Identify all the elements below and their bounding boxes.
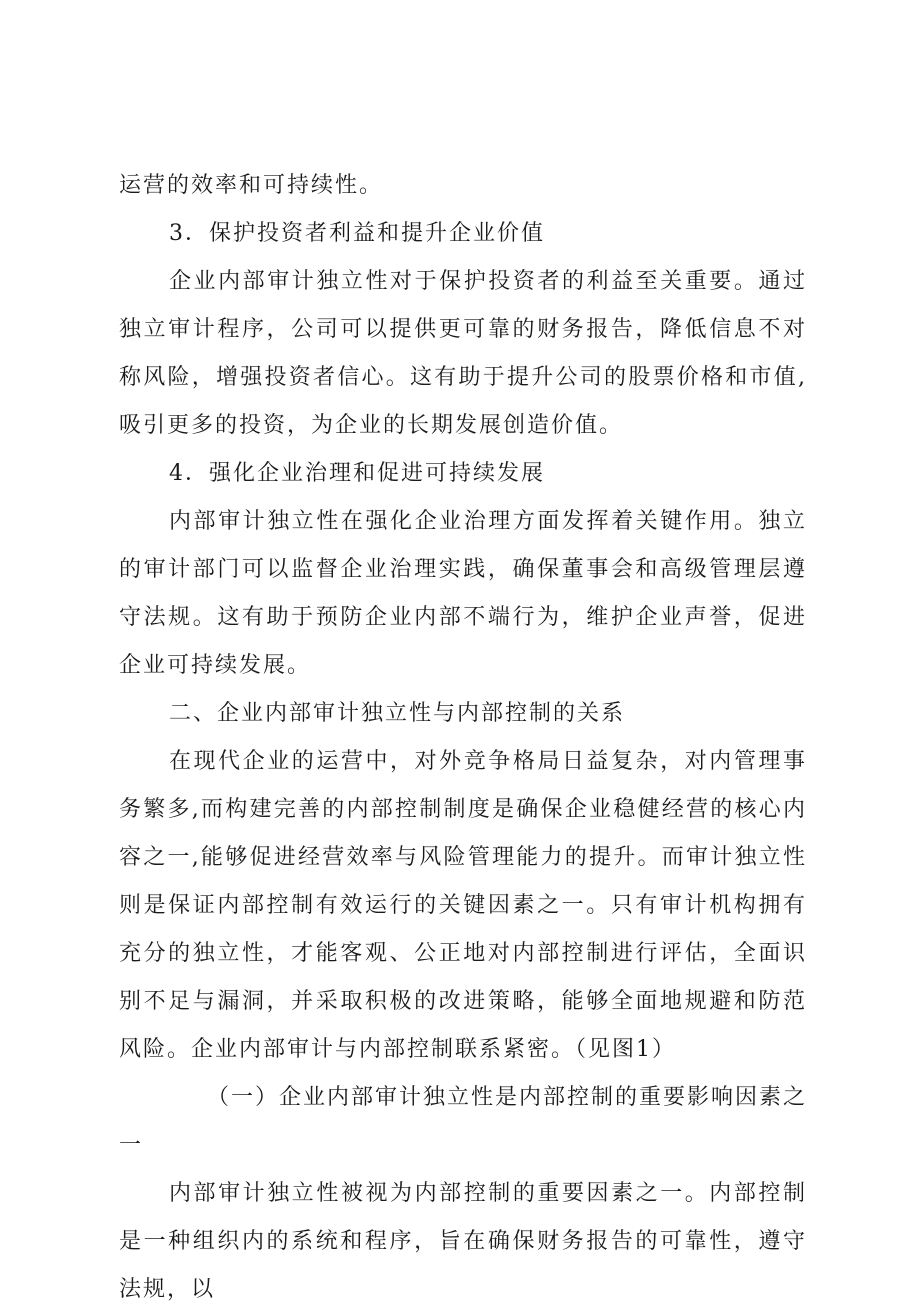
paragraph-internal-control-factor: 内部审计独立性被视为内部控制的重要因素之一。内部控制是一种组织内的系统和程序，旨在确保财务报告的可靠性，遵守法规，以 bbox=[119, 1181, 807, 1302]
paragraph-governance: 内部审计独立性在强化企业治理方面发挥着关键作用。独立的审计部门可以监督企业治理实践，确保董事会和高级管理层遵守法规。这有助于预防企业内部不端行为，维护企业声誉，促进企业可持续发展。 bbox=[119, 509, 807, 678]
paragraph-internal-control-relationship: 在现代企业的运营中，对外竞争格局日益复杂，对内管理事务繁多,而构建完善的内部控制制度是确保企业稳健经营的核心内容之一,能够促进经营效率与风险管理能力的提升。而审计独立性则是保证内部控制有效运行的关键因素之一。只有审计机构拥有充分的独立性，才能客观、公正地对内部控制进行评估，全面识别不足与漏洞，并采取积极的改进策略，能够全面地规避和防范风险。企业内部审计与内部控制联系紧密。（见图1） bbox=[119, 749, 807, 1062]
subsection-heading-1: （一）企业内部审计独立性是内部控制的重要影响因素之一 bbox=[119, 1085, 808, 1158]
document-body bbox=[119, 162, 807, 1314]
section-heading-part-2: 二、企业内部审计独立性与内部控制的关系 bbox=[169, 701, 626, 726]
section-heading-4: 4．强化企业治理和促进可持续发展 bbox=[169, 461, 545, 486]
section-heading-3: 3．保护投资者利益和提升企业价值 bbox=[169, 221, 545, 246]
paragraph-continuation: 运营的效率和可持续性。 bbox=[119, 173, 384, 198]
paragraph-investor-protection: 企业内部审计独立性对于保护投资者的利益至关重要。通过独立审计程序，公司可以提供更可靠的财务报告，降低信息不对称风险，增强投资者信心。这有助于提升公司的股票价格和市值,吸引更多的投资，为企业的长期发展创造价值。 bbox=[119, 269, 807, 438]
